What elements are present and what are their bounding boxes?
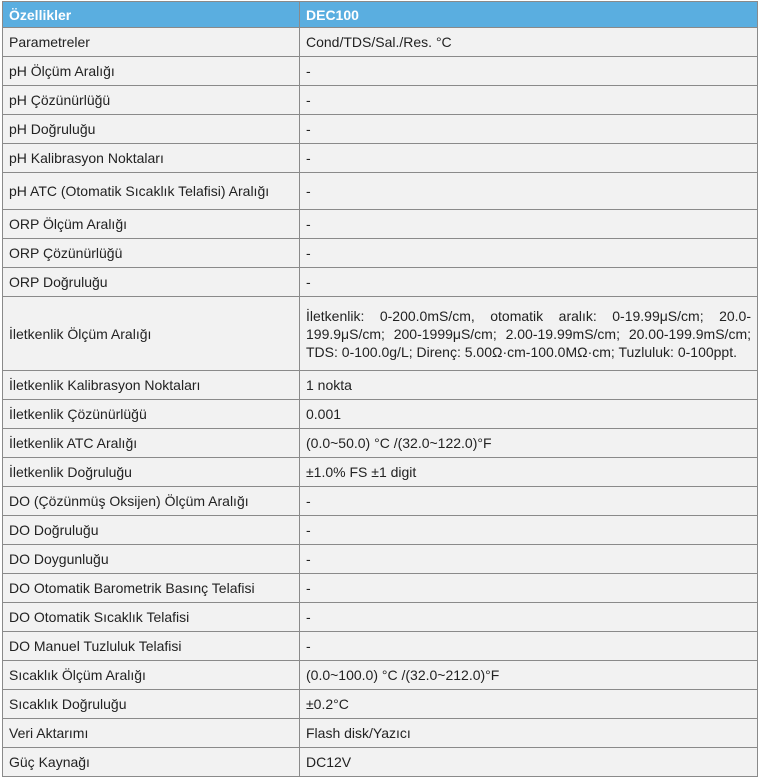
table-row <box>3 28 758 57</box>
table-row <box>3 371 758 400</box>
row-value: - <box>300 516 758 545</box>
table-row <box>3 57 758 86</box>
row-label: pH Kalibrasyon Noktaları <box>3 144 300 173</box>
row-label: pH Çözünürlüğü <box>3 86 300 115</box>
table-header <box>3 2 758 28</box>
row-value: - <box>300 268 758 297</box>
row-value: 1 nokta <box>300 371 758 400</box>
row-label: ORP Doğruluğu <box>3 268 300 297</box>
table-row <box>3 516 758 545</box>
row-label: ORP Çözünürlüğü <box>3 239 300 268</box>
table-row <box>3 603 758 632</box>
table-row <box>3 86 758 115</box>
row-value: - <box>300 86 758 115</box>
row-value: - <box>300 545 758 574</box>
header-model: DEC100 <box>300 2 758 28</box>
row-label: İletkenlik ATC Aralığı <box>3 429 300 458</box>
table-row <box>3 429 758 458</box>
row-value: - <box>300 173 758 210</box>
row-label: pH Doğruluğu <box>3 115 300 144</box>
row-value: (0.0~100.0) °C /(32.0~212.0)°F <box>300 661 758 690</box>
row-label: İletkenlik Ölçüm Aralığı <box>3 297 300 371</box>
table-row <box>3 690 758 719</box>
row-value: - <box>300 574 758 603</box>
table-row <box>3 210 758 239</box>
row-value: - <box>300 144 758 173</box>
table-row <box>3 719 758 748</box>
row-label: İletkenlik Doğruluğu <box>3 458 300 487</box>
header-features: Özellikler <box>3 2 300 28</box>
row-label: İletkenlik Kalibrasyon Noktaları <box>3 371 300 400</box>
table-row <box>3 115 758 144</box>
row-value: ±0.2°C <box>300 690 758 719</box>
row-label: Parametreler <box>3 28 300 57</box>
row-label: Sıcaklık Ölçüm Aralığı <box>3 661 300 690</box>
row-label: DO Otomatik Sıcaklık Telafisi <box>3 603 300 632</box>
row-label: DO Doygunluğu <box>3 545 300 574</box>
table-row <box>3 144 758 173</box>
row-label: ORP Ölçüm Aralığı <box>3 210 300 239</box>
row-value: - <box>300 603 758 632</box>
row-label: Güç Kaynağı <box>3 748 300 777</box>
row-label: DO Manuel Tuzluluk Telafisi <box>3 632 300 661</box>
row-label: pH ATC (Otomatik Sıcaklık Telafisi) Aralığı <box>3 173 300 210</box>
row-value: Cond/TDS/Sal./Res. °C <box>300 28 758 57</box>
table-row <box>3 400 758 429</box>
table-row <box>3 632 758 661</box>
table-row <box>3 661 758 690</box>
row-value: ±1.0% FS ±1 digit <box>300 458 758 487</box>
row-value: DC12V <box>300 748 758 777</box>
row-value: Flash disk/Yazıcı <box>300 719 758 748</box>
table-body <box>3 28 758 777</box>
row-label: pH Ölçüm Aralığı <box>3 57 300 86</box>
row-label: DO Otomatik Barometrik Basınç Telafisi <box>3 574 300 603</box>
header-row <box>3 2 758 28</box>
table-row <box>3 574 758 603</box>
row-label: DO Doğruluğu <box>3 516 300 545</box>
row-value: İletkenlik: 0-200.0mS/cm, otomatik aralık: 0-19.99μS/cm; 20.0-199.9μS/cm; 200-1999μS/cm; 2.00-19.99mS/cm; 20.00-199.9mS/cm; TDS: 0-100.0g/L; Direnç: 5.00Ω·cm-100.0MΩ·cm; Tuzluluk: 0-100ppt. <box>300 297 758 371</box>
table-row <box>3 487 758 516</box>
row-label: Sıcaklık Doğruluğu <box>3 690 300 719</box>
table-row <box>3 748 758 777</box>
row-value: - <box>300 115 758 144</box>
table-row <box>3 173 758 210</box>
row-label: DO (Çözünmüş Oksijen) Ölçüm Aralığı <box>3 487 300 516</box>
table-row <box>3 545 758 574</box>
row-value: - <box>300 210 758 239</box>
row-value: - <box>300 57 758 86</box>
spec-table <box>2 1 758 777</box>
row-value: (0.0~50.0) °C /(32.0~122.0)°F <box>300 429 758 458</box>
row-value: - <box>300 487 758 516</box>
row-value: - <box>300 239 758 268</box>
table-row <box>3 268 758 297</box>
row-value: - <box>300 632 758 661</box>
table-row <box>3 297 758 371</box>
row-value: 0.001 <box>300 400 758 429</box>
row-label: Veri Aktarımı <box>3 719 300 748</box>
row-label: İletkenlik Çözünürlüğü <box>3 400 300 429</box>
table-row <box>3 458 758 487</box>
table-row <box>3 239 758 268</box>
